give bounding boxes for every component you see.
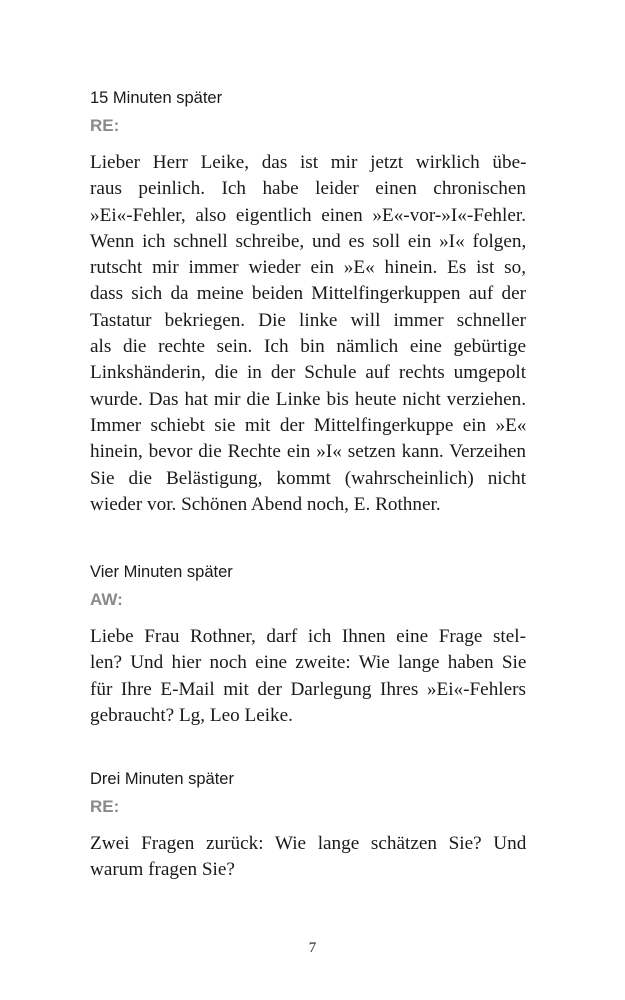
text-line: Linkshänderin, die in der Schule auf rechts umgepolt — [90, 362, 527, 384]
text-line: rutscht mir immer wieder ein »E« hinein. Es ist so, — [90, 257, 526, 279]
text-line: Tastatur bekriegen. Die linke will immer schneller — [90, 309, 527, 331]
message-time: Drei Minuten später — [90, 770, 234, 788]
text-line: Wenn ich schnell schreibe, und es soll ein »I« folgen, — [90, 230, 527, 252]
text-line: Immer schiebt sie mit der Mittelfingerkuppe ein »E« — [90, 414, 527, 436]
text-line: warum fragen Sie? — [90, 859, 235, 881]
message-tag: AW: — [90, 590, 123, 609]
text-line: wieder vor. Schönen Abend noch, E. Rothner. — [90, 493, 441, 515]
text-line: als die rechte sein. Ich bin nämlich eine gebürtige — [90, 336, 526, 358]
message-time: Vier Minuten später — [90, 563, 233, 581]
message-body — [90, 831, 526, 884]
text-line: gebraucht? Lg, Leo Leike. — [90, 704, 293, 726]
text-line: »Ei«-Fehler, also eigentlich einen »E«-vor-»I«-Fehler. — [90, 204, 526, 226]
message-section-3 — [90, 768, 526, 884]
message-body — [90, 624, 526, 729]
text-line: Liebe Frau Rothner, darf ich Ihnen eine Frage stel- — [90, 626, 526, 647]
text-line: hinein, bevor die Rechte ein »I« setzen kann. Verzeihen — [90, 441, 526, 463]
text-line: raus peinlich. Ich habe leider einen chronischen — [90, 178, 527, 200]
message-time: 15 Minuten später — [90, 89, 223, 107]
text-line: für Ihre E-Mail mit der Darlegung Ihres »Ei«-Fehlers — [90, 678, 526, 700]
page-number: 7 — [308, 940, 317, 956]
message-section-2 — [90, 561, 526, 729]
text-line: wurde. Das hat mir die Linke bis heute nicht verziehen. — [90, 388, 526, 410]
message-body — [90, 150, 526, 518]
message-tag: RE: — [90, 797, 120, 816]
text-line: dass sich da meine beiden Mittelfingerkuppen auf der — [90, 283, 526, 305]
text-line: Lieber Herr Leike, das ist mir jetzt wirklich übe- — [90, 152, 527, 173]
text-line: Zwei Fragen zurück: Wie lange schätzen Sie? Und — [90, 833, 527, 854]
text-line: len? Und hier noch eine zweite: Wie lange haben Sie — [90, 652, 527, 674]
message-tag: RE: — [90, 116, 120, 135]
message-section-1 — [90, 87, 526, 518]
text-line: Sie die Belästigung, kommt (wahrscheinlich) nicht — [90, 467, 527, 489]
